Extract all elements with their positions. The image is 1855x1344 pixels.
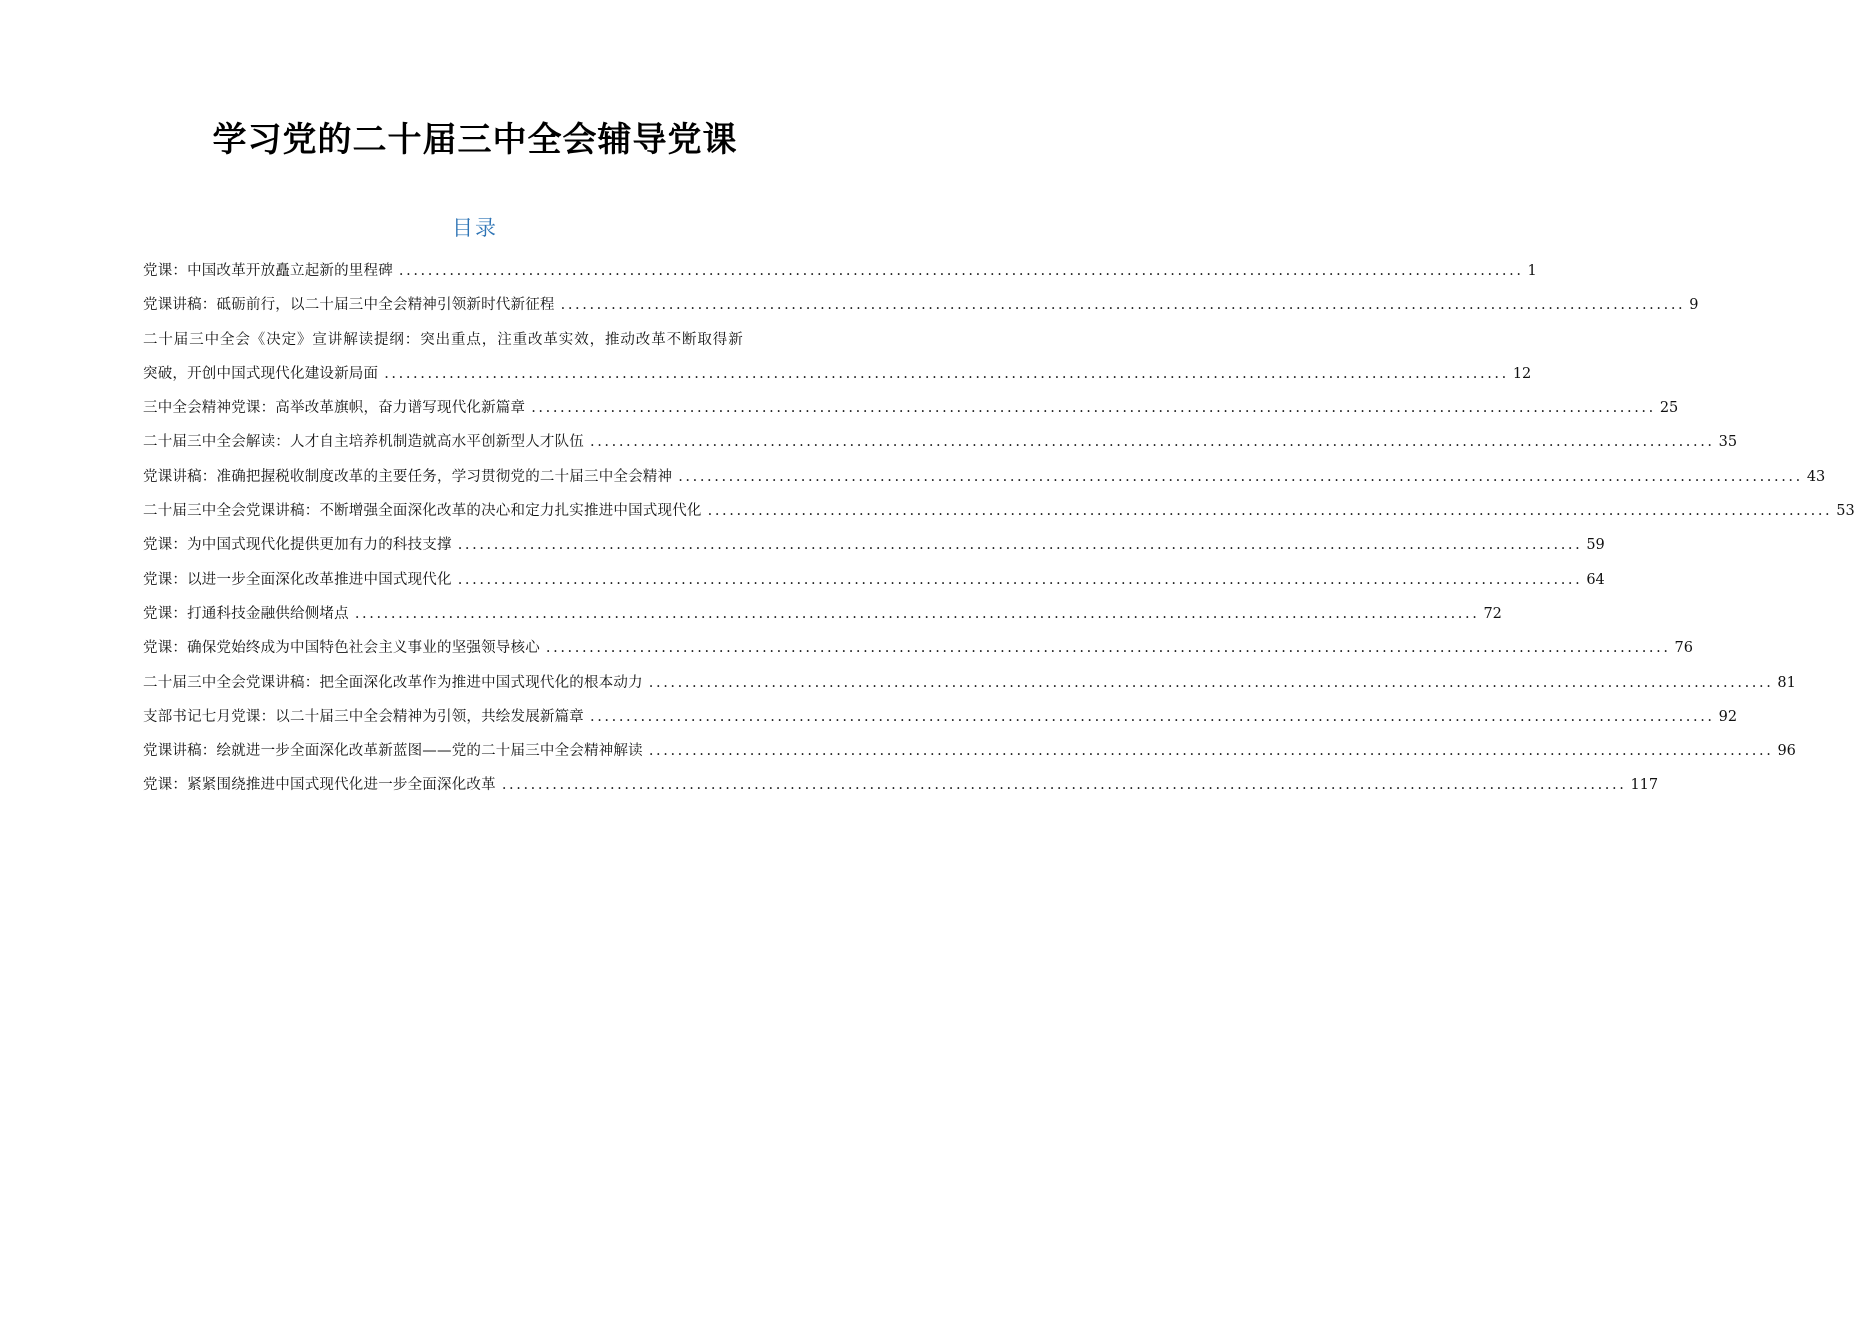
toc-page-number: 72 <box>1483 605 1502 622</box>
toc-entry-title: 突破，开创中国式现代化建设新局面 <box>143 365 379 382</box>
toc-page-number: 43 <box>1806 468 1826 485</box>
toc-entry[interactable] <box>143 425 1738 459</box>
toc-page-number: 1 <box>1527 263 1537 279</box>
toc-page-number: 59 <box>1586 537 1605 554</box>
toc-page-number: 81 <box>1777 674 1796 691</box>
toc-entry[interactable] <box>143 631 1693 665</box>
toc-entry-title: 党课：确保党始终成为中国特色社会主义事业的坚强领导核心 <box>143 640 540 657</box>
toc-entry-title: 党课：中国改革开放矗立起新的里程碑 <box>143 263 393 279</box>
toc-entry[interactable] <box>143 460 1826 494</box>
toc-entry-title: 党课：打通科技金融供给侧堵点 <box>143 605 349 622</box>
toc-dot-leader: ............................................................................................................................................................ <box>501 777 1627 794</box>
toc-page-number: 96 <box>1777 743 1796 760</box>
toc-entry-title: 党课讲稿：砥砺前行，以二十届三中全会精神引领新时代新征程 <box>143 297 555 314</box>
toc-dot-leader: ............................................................................................................................................................ <box>678 468 1803 485</box>
toc-entry[interactable] <box>143 597 1502 631</box>
toc-heading: 目录 <box>452 216 498 240</box>
toc-dot-leader: ............................................................................................................................................................ <box>457 537 1583 554</box>
toc-entry-title-line1: 二十届三中全会《决定》宣讲解读提纲：突出重点，注重改革实效，推动改革不断取得新 <box>143 331 744 348</box>
toc-entry-title: 党课：紧紧围绕推进中国式现代化进一步全面深化改革 <box>143 777 496 794</box>
toc-dot-leader: ............................................................................................................................................................ <box>354 605 1480 622</box>
toc-entry-title: 二十届三中全会党课讲稿：不断增强全面深化改革的决心和定力扎实推进中国式现代化 <box>143 503 702 520</box>
toc-dot-leader: ............................................................................................................................................................ <box>398 263 1524 279</box>
toc-dot-leader: ............................................................................................................................................................ <box>531 400 1656 417</box>
table-of-contents <box>143 254 1855 803</box>
toc-entry[interactable] <box>143 288 1699 322</box>
toc-entry[interactable] <box>143 391 1679 425</box>
toc-entry-title: 三中全会精神党课：高举改革旗帜，奋力谱写现代化新篇章 <box>143 400 526 417</box>
toc-page-number: 12 <box>1512 365 1532 382</box>
toc-page-number: 35 <box>1718 434 1738 451</box>
toc-entry-title: 党课讲稿：绘就进一步全面深化改革新蓝图——党的二十届三中全会精神解读 <box>143 743 643 760</box>
toc-dot-leader: ............................................................................................................................................................ <box>590 434 1715 451</box>
toc-page-number: 117 <box>1630 777 1659 794</box>
toc-entry[interactable] <box>143 494 1855 528</box>
toc-dot-leader: ............................................................................................................................................................ <box>648 743 1774 760</box>
toc-page-number: 92 <box>1718 708 1738 725</box>
toc-page-number: 25 <box>1659 400 1679 417</box>
toc-dot-leader: ............................................................................................................................................................ <box>457 571 1583 588</box>
toc-entry[interactable] <box>143 666 1796 700</box>
toc-entry-title: 党课：为中国式现代化提供更加有力的科技支撑 <box>143 537 452 554</box>
toc-dot-leader: ............................................................................................................................................................ <box>545 640 1671 657</box>
toc-page-number: 64 <box>1586 571 1605 588</box>
toc-dot-leader: ............................................................................................................................................................ <box>707 503 1833 520</box>
toc-entry-title: 二十届三中全会党课讲稿：把全面深化改革作为推进中国式现代化的根本动力 <box>143 674 643 691</box>
toc-page-number: 76 <box>1674 640 1693 657</box>
toc-dot-leader: ............................................................................................................................................................ <box>560 297 1686 314</box>
toc-entry-title: 支部书记七月党课：以二十届三中全会精神为引领，共绘发展新篇章 <box>143 708 584 725</box>
toc-dot-leader: ............................................................................................................................................................ <box>384 365 1509 382</box>
toc-entry[interactable] <box>143 528 1605 562</box>
toc-entry[interactable] <box>143 254 1537 288</box>
document-title: 学习党的二十届三中全会辅导党课 <box>212 120 738 160</box>
toc-entry[interactable] <box>143 323 1532 392</box>
toc-entry-title: 党课讲稿：准确把握税收制度改革的主要任务，学习贯彻党的二十届三中全会精神 <box>143 468 673 485</box>
toc-entry-title: 二十届三中全会解读：人才自主培养机制造就高水平创新型人才队伍 <box>143 434 584 451</box>
toc-page-number: 53 <box>1836 503 1855 520</box>
toc-entry[interactable] <box>143 768 1659 802</box>
toc-entry[interactable] <box>143 700 1738 734</box>
toc-page-number: 9 <box>1689 297 1699 314</box>
toc-entry-title: 党课：以进一步全面深化改革推进中国式现代化 <box>143 571 452 588</box>
toc-dot-leader: ............................................................................................................................................................ <box>590 708 1715 725</box>
toc-entry[interactable] <box>143 734 1796 768</box>
toc-dot-leader: ............................................................................................................................................................ <box>648 674 1774 691</box>
toc-entry[interactable] <box>143 563 1605 597</box>
